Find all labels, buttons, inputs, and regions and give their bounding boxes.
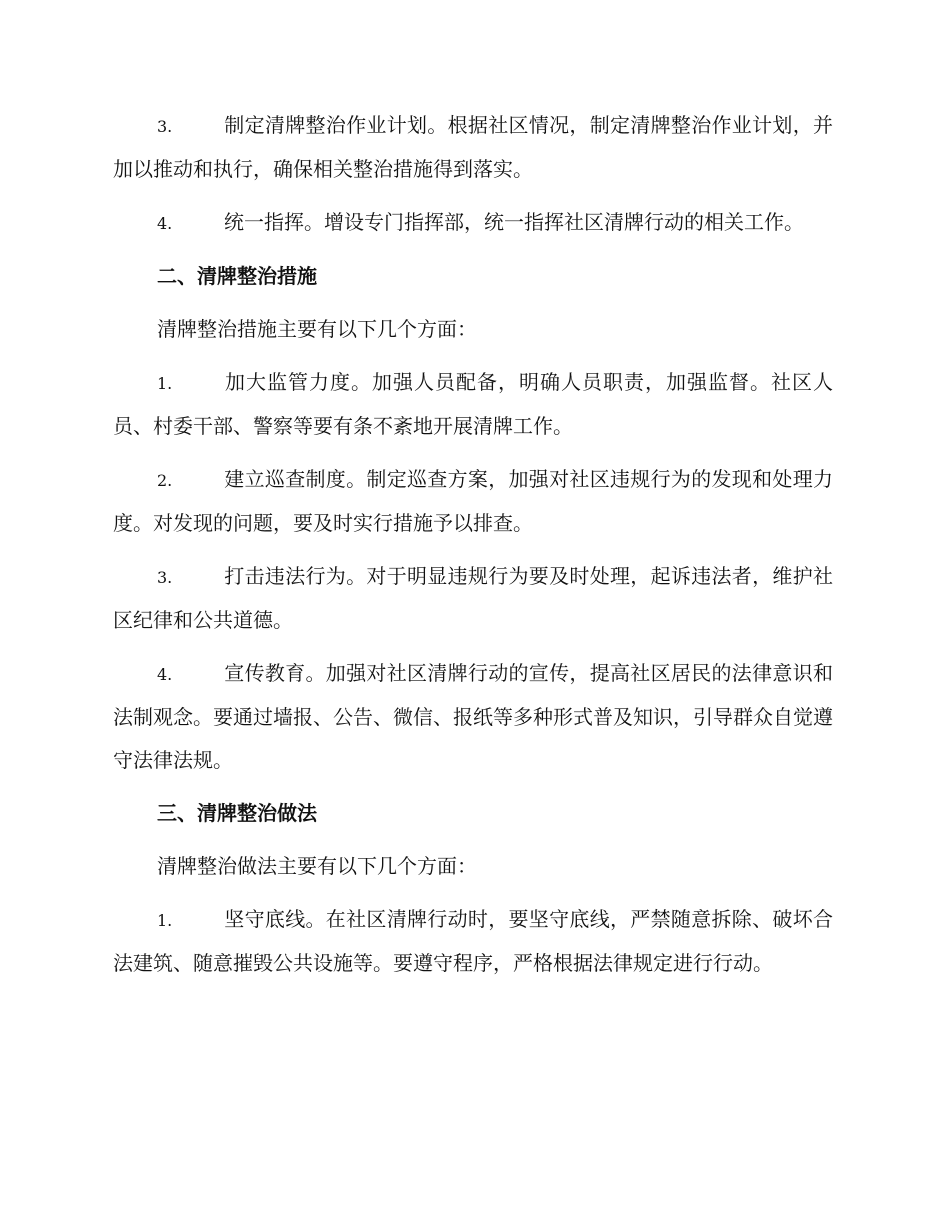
list-item-text: 宣传教育。加强对社区清牌行动的宣传，提高社区居民的法律意识和法制观念。要通过墙报、公告、微信、报纸等多种形式普及知识，引导群众自觉遵守法律法规。 xyxy=(113,661,833,772)
section-heading: 二、清牌整治措施 xyxy=(157,264,317,288)
list-item-number: 1. xyxy=(157,374,173,393)
list-item xyxy=(113,361,833,448)
section-heading: 三、清牌整治做法 xyxy=(157,801,317,825)
list-item xyxy=(113,898,833,985)
list-item-number: 3. xyxy=(157,568,173,587)
list-item-text: 坚守底线。在社区清牌行动时，要坚守底线，严禁随意拆除、破坏合法建筑、随意摧毁公共设施等。要遵守程序，严格根据法律规定进行行动。 xyxy=(113,907,833,975)
section-intro: 清牌整治做法主要有以下几个方面： xyxy=(157,854,477,878)
list-item-text: 建立巡查制度。制定巡查方案，加强对社区违规行为的发现和处理力度。对发现的问题，要及时实行措施予以排查。 xyxy=(113,467,833,535)
list-item xyxy=(113,652,833,782)
section-intro: 清牌整治措施主要有以下几个方面： xyxy=(157,317,477,341)
list-item-number: 4. xyxy=(157,665,173,684)
list-item-number: 3. xyxy=(157,117,173,136)
list-item xyxy=(113,458,833,545)
list-item xyxy=(113,201,833,245)
list-item-text: 统一指挥。增设专门指挥部，统一指挥社区清牌行动的相关工作。 xyxy=(224,210,804,234)
list-item-number: 2. xyxy=(157,471,173,490)
document-page xyxy=(113,104,833,995)
list-item xyxy=(113,555,833,642)
list-item-text: 打击违法行为。对于明显违规行为要及时处理，起诉违法者，维护社区纪律和公共道德。 xyxy=(113,564,833,632)
list-item-text: 制定清牌整治作业计划。根据社区情况，制定清牌整治作业计划，并加以推动和执行，确保相关整治措施得到落实。 xyxy=(113,113,833,181)
list-item-text: 加大监管力度。加强人员配备，明确人员职责，加强监督。社区人员、村委干部、警察等要有条不紊地开展清牌工作。 xyxy=(113,370,833,438)
list-item-number: 1. xyxy=(157,911,173,930)
list-item-number: 4. xyxy=(157,214,173,233)
list-item xyxy=(113,104,833,191)
